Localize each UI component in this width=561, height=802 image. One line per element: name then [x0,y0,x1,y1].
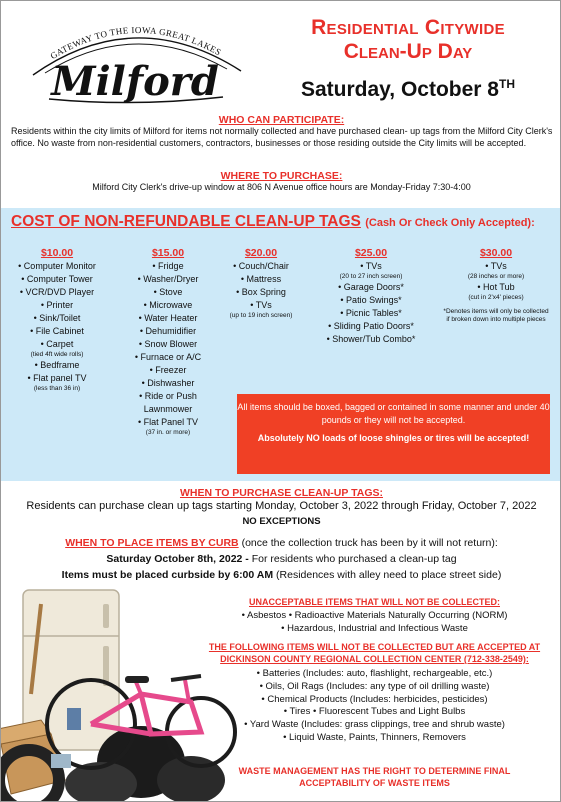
dickinson-item: • Chemical Products (Includes: herbicides, pesticides) [261,693,488,705]
dickinson-item: • Tires • Fluorescent Tubes and Light Bulbs [283,706,466,718]
price-label: $25.00 [354,247,388,259]
unacceptable-line-2: • Hazardous, Industrial and Infectious Waste [281,623,468,634]
price-item: (28 inches or more) [467,273,525,280]
price-item: • Microwave [143,300,193,310]
price-item: • Sliding Patio Doors* [328,321,414,331]
price-item: • Washer/Dryer [137,274,199,284]
dickinson-item: • Batteries (Includes: auto, flashlight, rechargeable, etc.) [256,668,493,679]
price-label: $30.00 [479,247,513,259]
price-item: • Sink/Toilet [33,313,81,323]
price-item: • Flat panel TV [27,373,87,383]
warning-text: All items should be boxed, bagged or contained in some manner and under 40 pounds or they will not be accepted. [237,402,550,425]
price-item: • TVs [250,300,272,310]
price-item: (20 to 27 inch screen) [339,273,403,280]
price-item: • Shower/Tub Combo* [326,334,416,344]
price-item: • Ride or Push [139,391,197,401]
svg-text:GATEWAY TO THE IOWA GREAT LAKE [48,25,222,61]
price-item: • Hot Tub [477,282,515,292]
no-exceptions: NO EXCEPTIONS [242,516,321,527]
logo-name: Milford [51,58,219,105]
who-body: Residents within the city limits of Milford for items not normally collected and have purchased clean- up tags from the Milford City Clerk's office. No waste from non-residential customers, contractors, businesses or those residing outside the City limits will be accepted. [11,126,553,148]
price-item: • Couch/Chair [233,261,289,271]
dickinson-item: • Oils, Oil Rags (Includes: any type of oil drilling waste) [259,680,490,692]
unacceptable-heading: UNACCEPTABLE ITEMS THAT WILL NOT BE COLLECTED: [249,597,500,607]
price-item: • Box Spring [236,287,286,297]
unacceptable-line-1: • Asbestos • Radioactive Materials Naturally Occurring (NORM) [241,610,508,621]
price-item: (cut in 2'x4' pieces) [468,294,524,301]
warning-box [237,394,550,474]
price-item: • Fridge [152,261,184,271]
price-item: • TVs [360,261,382,271]
when-purchase-heading: WHEN TO PURCHASE CLEAN-UP TAGS: [179,487,383,499]
price-item: Lawnmower [143,404,193,414]
price-column-10 [7,247,107,393]
where-heading: WHERE TO PURCHASE: [220,170,343,182]
final-line-2: ACCEPTABILITY OF WASTE ITEMS [299,778,450,788]
price-label: $15.00 [151,247,185,259]
cost-title: COST OF NON-REFUNDABLE CLEAN-UP TAGS (Cash Or Check Only Accepted): [11,213,535,230]
who-heading: WHO CAN PARTICIPATE: [218,114,345,126]
price-column-15 [119,247,217,437]
price-item: • Freezer [149,365,187,375]
price-item: • Water Heater [138,313,198,323]
price-column-30 [441,247,551,324]
price-item: (37 in. or more) [145,429,191,436]
price-item: • File Cabinet [30,326,84,336]
warning-bold: Absolutely NO loads of loose shingles or tires will be accepted! [257,433,530,443]
price-item: (up to 19 inch screen) [229,312,293,319]
price-item: • Mattress [240,274,282,284]
title-line-2: Clean-Up Day [343,40,473,63]
price-item: • Printer [40,300,74,310]
dickinson-item: • Liquid Waste, Paints, Thinners, Removers [283,732,466,743]
price-label: $10.00 [40,247,74,259]
dickinson-item: • Yard Waste (Includes: grass clippings, tree and shrub waste) [244,719,505,731]
price-item: • Carpet [40,339,74,349]
place-line-3: Items must be placed curbside by 6:00 AM (Residences with alley need to place street side) [61,569,502,581]
price-item: • Furnace or A/C [134,352,202,362]
price-item: • Dishwasher [141,378,195,388]
when-purchase-body: Residents can purchase clean up tags starting Monday, October 3, 2022 through Friday, October 7, 2022 [26,500,537,512]
price-item: • Computer Monitor [18,261,96,271]
dickinson-heading-2: DICKINSON COUNTY REGIONAL COLLECTION CENTER (712-338-2549): [220,654,529,664]
title-line-1: Residential Citywide [311,16,505,39]
dickinson-heading-1: THE FOLLOWING ITEMS WILL NOT BE COLLECTED BUT ARE ACCEPTED AT [208,642,541,652]
price-item: • Picnic Tables* [340,308,402,318]
logo-arc-text: GATEWAY TO THE IOWA GREAT LAKES [48,24,223,62]
where-body: Milford City Clerk's drive-up window at 806 N Avenue office hours are Monday-Friday 7:30-4:00 [92,182,471,192]
price-item: • Bedframe [34,360,80,370]
cost-panel [1,208,561,481]
event-date: Saturday, October 8TH [300,77,515,101]
price-item: • Garage Doors* [338,282,404,292]
price-item: • Computer Tower [21,274,93,284]
price-column-25 [321,247,421,346]
price-item: • Patio Swings* [340,295,402,305]
milford-logo [19,15,251,107]
price-item: • VCR/DVD Player [19,287,95,297]
price-item: (tied 4ft wide rolls) [30,351,84,358]
final-line-1: WASTE MANAGEMENT HAS THE RIGHT TO DETERMINE FINAL [238,766,511,776]
price-item: • TVs [485,261,507,271]
price-label: $20.00 [244,247,278,259]
place-heading: WHEN TO PLACE ITEMS BY CURB (once the collection truck has been by it will not return): [65,537,498,549]
breakdown-note: *Denotes items will only be collected if broken down into multiple pieces [443,308,549,323]
price-item: (less than 36 in) [33,385,81,392]
price-column-20 [215,247,307,320]
price-item: • Flat Panel TV [137,417,198,427]
price-item: • Stove [153,287,183,297]
price-item: • Snow Blower [138,339,198,349]
price-item: • Dehumidifier [139,326,197,336]
place-line-2: Saturday October 8th, 2022 - For residents who purchased a clean-up tag [106,553,457,565]
